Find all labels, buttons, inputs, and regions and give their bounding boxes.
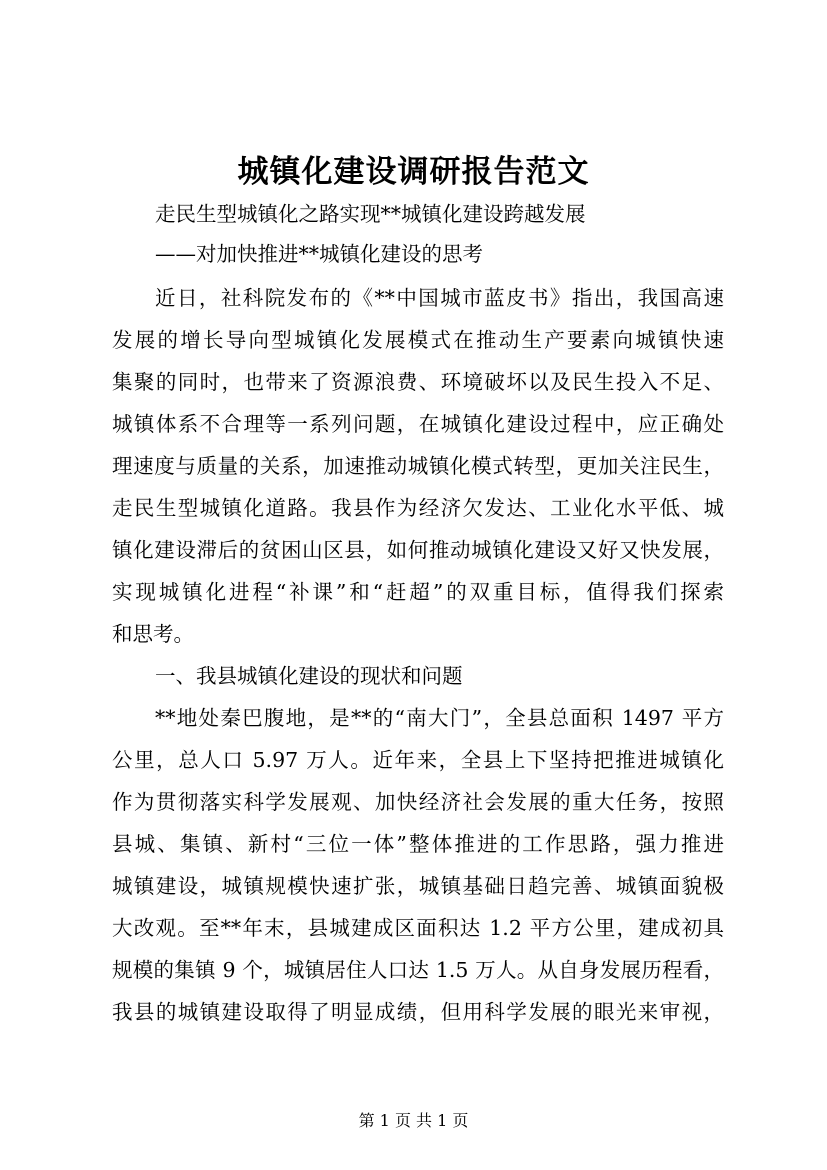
paragraph-1-line: 和思考。	[112, 622, 194, 646]
document-subtitle-sub: ——对加快推进**城镇化建设的思考	[155, 242, 483, 266]
paragraph-1-line: 集聚的同时，也带来了资源浪费、环境破坏以及民生投入不足、	[112, 370, 724, 394]
paragraph-1-line: 城镇体系不合理等一系列问题，在城镇化建设过程中，应正确处	[112, 412, 724, 436]
paragraph-1-line: 镇化建设滞后的贫困山区县，如何推动城镇化建设又好又快发展，	[112, 538, 724, 562]
paragraph-1-line: 实现城镇化进程“补课”和“赶超”的双重目标，值得我们探索	[112, 580, 724, 604]
paragraph-2-line: 大改观。至**年末，县城建成区面积达 1.2 平方公里，建成初具	[112, 916, 724, 940]
paragraph-2-line: 我县的城镇建设取得了明显成绩，但用科学发展的眼光来审视，	[112, 1000, 724, 1024]
section-heading: 一、我县城镇化建设的现状和问题	[155, 664, 463, 688]
paragraph-2-line: 公里，总人口 5.97 万人。近年来，全县上下坚持把推进城镇化	[112, 748, 724, 772]
paragraph-1-line: 理速度与质量的关系，加速推动城镇化模式转型，更加关注民生，	[112, 454, 724, 478]
document-subtitle-main: 走民生型城镇化之路实现**城镇化建设跨越发展	[155, 202, 586, 226]
paragraph-2-line: 城镇建设，城镇规模快速扩张，城镇基础日趋完善、城镇面貌极	[112, 874, 724, 898]
paragraph-1-line: 发展的增长导向型城镇化发展模式在推动生产要素向城镇快速	[112, 328, 724, 352]
paragraph-2-line: **地处秦巴腹地，是**的“南大门”，全县总面积 1497 平方	[155, 706, 724, 730]
paragraph-1-line: 走民生型城镇化道路。我县作为经济欠发达、工业化水平低、城	[112, 496, 724, 520]
paragraph-2-line: 县城、集镇、新村“三位一体”整体推进的工作思路，强力推进	[112, 832, 724, 856]
paragraph-2-line: 规模的集镇 9 个，城镇居住人口达 1.5 万人。从自身发展历程看，	[112, 958, 724, 982]
paragraph-1-line: 近日，社科院发布的《**中国城市蓝皮书》指出，我国高速	[155, 286, 724, 310]
page-footer: 第 1 页 共 1 页	[358, 1111, 469, 1130]
paragraph-2-line: 作为贯彻落实科学发展观、加快经济社会发展的重大任务，按照	[112, 790, 724, 814]
document-title: 城镇化建设调研报告范文	[237, 154, 590, 190]
